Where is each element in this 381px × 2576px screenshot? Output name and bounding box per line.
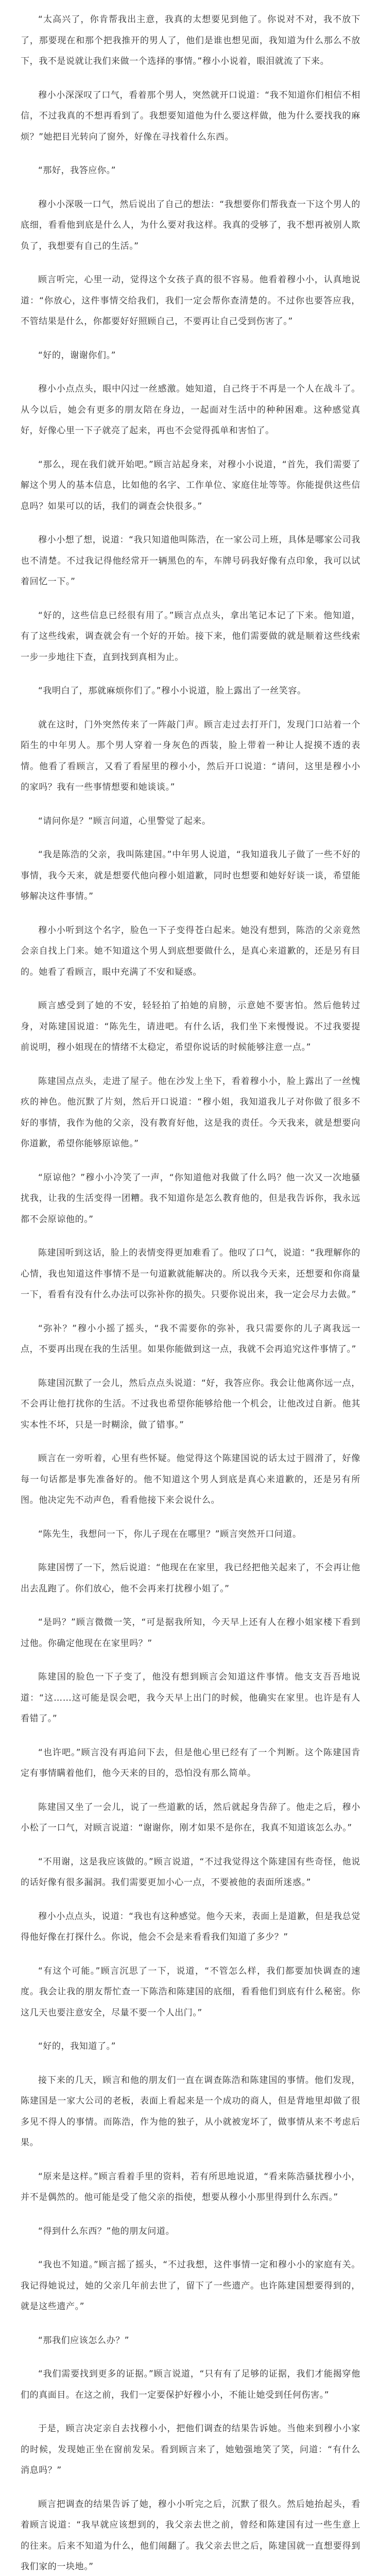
paragraph: 顾言听完，心里一动，觉得这个女孩子真的很不容易。他看着穆小小，认真地说道：“你放心，这件事情交给我们，我们一定会帮你查清楚的。不过你也要答应我，不管结果是什么，你都要好好照顾自己，不要再让自己受到伤害了。” — [21, 275, 360, 327]
paragraph: 陈建国听到这话，脸上的表情变得更加难看了。他叹了口气，说道：“我理解你的心情，我也知道这件事情不是一句道歉就能解决的。所以我今天来，还想要和你商量一下，看看有没有什么办法可以弥补你的损失。只要你说出来，我一定会尽力去做。” — [21, 1248, 360, 1300]
paragraph: 穆小小点点头，说道：“我也有这种感觉。他今天来，表面上是道歉，但是我总觉得他好像在打探什么。你说，他会不会是来看看我们知道了多少？” — [21, 1911, 360, 1942]
paragraph: “弥补？”穆小小摇了摇头，“我不需要你的弥补，我只需要你的儿子离我远一点，不要再出现在我的生活里。如果你能做到这一点，我就不会再追究这件事情了。” — [21, 1323, 360, 1354]
paragraph: 陈建国愣了一下，然后说道：“他现在在家里，我已经把他关起来了，不会再让他出去乱跑了。你们放心，他不会再来打扰穆小姐了。” — [21, 1563, 360, 1594]
paragraph: “我是陈浩的父亲，我叫陈建国。”中年男人说道，“我知道我儿子做了一些不好的事情，我今天来，就是想要代他向穆小姐道歉，同时也想要和她好好谈一谈，希望能够解决这件事情。” — [21, 850, 360, 902]
paragraph: 顾言把调查的结果告诉了她，穆小小听完之后，沉默了很久。然后她抬起头，看着顾言说道：“我早就应该想到的，我父亲去世之前，曾经和陈建国有过一些生意上的往来。后来不知道为什么，他们闹翻了。我父亲去世之后，陈建国就一直想要得到我们家的一块地。” — [21, 2499, 360, 2572]
paragraph: 陈建国沉默了一会儿，然后点点头说道：“好，我答应你。我会让他离你远一点，不会再让他打扰你的生活。不过我也希望你能够给他一个机会，让他改过自新。他其实本性不坏，只是一时糊涂，做了错事。” — [21, 1378, 360, 1430]
paragraph: “我也不知道。”顾言摇了摇头，“不过我想，这件事情一定和穆小小的家庭有关。我记得她说过，她的父亲几年前去世了，留下了一些遗产。也许陈建国想要得到的，就是这些遗产。” — [21, 2260, 360, 2312]
paragraph: “也许吧。”顾言没有再追问下去，但是他心里已经有了一个判断。这个陈建国肯定有事情瞒着他们，他今天来的目的，恐怕没有那么简单。 — [21, 1747, 360, 1778]
paragraph: “陈先生，我想问一下，你儿子现在在哪里？”顾言突然开口问道。 — [38, 1529, 302, 1539]
paragraph: 穆小小深深叹了口气，看着那个男人，突然就开口说道：“我不知道你们相信不相信，不过我真的不想再看到了。我想要知道他为什么要这样做，他为什么要找我的麻烦？”她把目光转向了窗外，好像在寻找着什么东西。 — [21, 90, 360, 142]
paragraph: “好的，我知道了。” — [38, 2041, 116, 2052]
paragraph: “不用谢，这是我应该做的。”顾言说道，“不过我觉得这个陈建国有些奇怪，他说的话好像有很多漏洞。我们需要更加小心一点，不要被他的表面所迷惑。” — [21, 1856, 360, 1888]
paragraph: 穆小小想了想，说道：“我只知道他叫陈浩，在一家公司上班，具体是哪家公司我也不清楚。不过我记得他经常开一辆黑色的车，车牌号码我好像有点印象，我可以试着回忆一下。” — [21, 535, 360, 587]
paragraph: 穆小小点点头，眼中闪过一丝感激。她知道，自己终于不再是一个人在战斗了。从今以后，她会有更多的朋友陪在身边，一起面对生活中的种种困难。这种感觉真好，好像心里一下子就亮了起来，再也不会觉得孤单和害怕了。 — [21, 384, 360, 436]
paragraph: “我们需要找到更多的证据。”顾言说道，“只有有了足够的证据，我们才能揭穿他们的真面目。在这之前，我们一定要保护好穆小小，不能让她受到任何伤害。” — [21, 2369, 360, 2400]
paragraph: “请问你是？”顾言问道，心里警觉了起来。 — [38, 816, 211, 826]
paragraph: “太高兴了，你肯帮我出主意，我真的太想要见到他了。你说对不对，我不放下了，那要现在和那个把我推开的男人了，他们是谁也想见面，我知道为什么那么不放下，我不是说就让我们来做一个选择的事情。”穆小小说着，眼泪就流了下来。 — [21, 14, 360, 66]
paragraph: “那好，我答应你。” — [38, 165, 116, 176]
paragraph: 于是，顾言决定亲自去找穆小小，把他们调查的结果告诉她。当他来到穆小小家的时候，发现她正坐在窗前发呆。看到顾言来了，她勉强地笑了笑，问道：“有什么消息吗？” — [21, 2424, 360, 2476]
paragraph: 接下来的几天，顾言和他的朋友们一直在调查陈浩和陈建国的事情。他们发现，陈建国是一家大公司的老板，表面上看起来是一个成功的商人，但是背地里却做了很多见不得人的事情。而陈浩，作为他的独子，从小就被宠坏了，做事情从来不考虑后果。 — [21, 2075, 360, 2148]
paragraph: “原来是这样。”顾言看着手里的资料，若有所思地说道，“看来陈浩骚扰穆小小，并不是偶然的。他可能是受了他父亲的指使，想要从穆小小那里得到什么东西。” — [21, 2171, 360, 2202]
paragraph: 陈建国的脸色一下子变了，他没有想到顾言会知道这件事情。他支支吾吾地说道：“这……这可能是误会吧，我今天早上出门的时候，他确实在家里。也许是有人看错了。” — [21, 1672, 360, 1724]
paragraph: “那我们应该怎么办？” — [38, 2335, 130, 2346]
article-body — [21, 9, 360, 2576]
paragraph: 穆小小深吸一口气，然后说出了自己的想法：“我想要你们帮我查一下这个男人的底细，看看他到底是什么人，为什么要对我这样。我真的受够了，我不想再被别人欺负了，我想要有自己的生活。” — [21, 199, 360, 251]
paragraph: “好的，这些信息已经很有用了。”顾言点点头，拿出笔记本记了下来。他知道，有了这些线索，调查就会有一个好的开始。接下来，他们需要做的就是顺着这些线索一步一步地往下查，直到找到真相为止。 — [21, 610, 360, 663]
paragraph: “好的，谢谢你们。” — [38, 350, 116, 361]
paragraph: 就在这时，门外突然传来了一阵敲门声。顾言走过去打开门，发现门口站着一个陌生的中年男人。那个男人穿着一身灰色的西装，脸上带着一种让人捉摸不透的表情。他看了看顾言，又看了看屋里的穆小小，然后开口说道：“请问，这里是穆小小的家吗？我有一些事情想要和她谈谈。” — [21, 719, 360, 792]
paragraph: 穆小小听到这个名字，脸色一下子变得苍白起来。她没有想到，陈浩的父亲竟然会亲自找上门来。她不知道这个男人到底想要做什么，是真心来道歉的，还是另有目的。她看了看顾言，眼中充满了不安和疑惑。 — [21, 925, 360, 977]
paragraph: 顾言在一旁听着，心里有些怀疑。他觉得这个陈建国说的话太过于圆滑了，好像每一句话都是事先准备好的。他不知道这个男人到底是真心来道歉的，还是另有所图。他决定先不动声色，看看他接下来会说什么。 — [21, 1453, 360, 1505]
paragraph: 陈建国又坐了一会儿，说了一些道歉的话，然后就起身告辞了。他走之后，穆小小松了一口气，对顾言说道：“谢谢你，刚才如果不是你在，我真不知道该怎么办。” — [21, 1802, 360, 1833]
paragraph: 陈建国点点头，走进了屋子。他在沙发上坐下，看着穆小小，脸上露出了一丝愧疚的神色。他沉默了片刻，然后开口说道：“穆小姐，我知道我儿子对你做了很多不好的事情，我作为他的父亲，没有教育好他，这是我的责任。今天我来，就是想要向你道歉，希望你能够原谅他。” — [21, 1076, 360, 1149]
paragraph: 顾言感受到了她的不安，轻轻拍了拍她的肩膀，示意她不要害怕。然后他转过身，对陈建国说道：“陈先生，请进吧。有什么话，我们坐下来慢慢说。不过我要提前说明，穆小姐现在的情绪不太稳定，希望你说话的时候能够注意一点。” — [21, 1001, 360, 1053]
paragraph: “那么，现在我们就开始吧。”顾言站起身来，对穆小小说道，“首先，我们需要了解这个男人的基本信息，比如他的名字、工作单位、家庭住址等等。你能提供这些信息吗？如果可以的话，我们的调查会快很多。” — [21, 459, 360, 512]
paragraph: “是吗？”顾言微微一笑，“可是据我所知，今天早上还有人在穆小姐家楼下看到过他。你确定他现在在家里吗？” — [21, 1617, 360, 1649]
paragraph: “原谅他？”穆小小冷笑了一声，“你知道他对我做了什么吗？他一次又一次地骚扰我，让我的生活变得一团糟。我不知道你是怎么教育他的，但是我告诉你，我永远都不会原谅他的。” — [21, 1172, 360, 1225]
paragraph: “有这个可能。”顾言沉思了一下，说道，“不管怎么样，我们都要加快调查的速度。我会让我的朋友帮忙查一下陈浩和陈建国的底细，看看他们到底有什么秘密。你这几天也要注意安全，尽量不要一个人出门。” — [21, 1965, 360, 2018]
paragraph: “得到什么东西？”他的朋友问道。 — [38, 2226, 175, 2236]
paragraph: “我明白了，那就麻烦你们了。”穆小小说道，脸上露出了一丝笑容。 — [38, 686, 306, 696]
